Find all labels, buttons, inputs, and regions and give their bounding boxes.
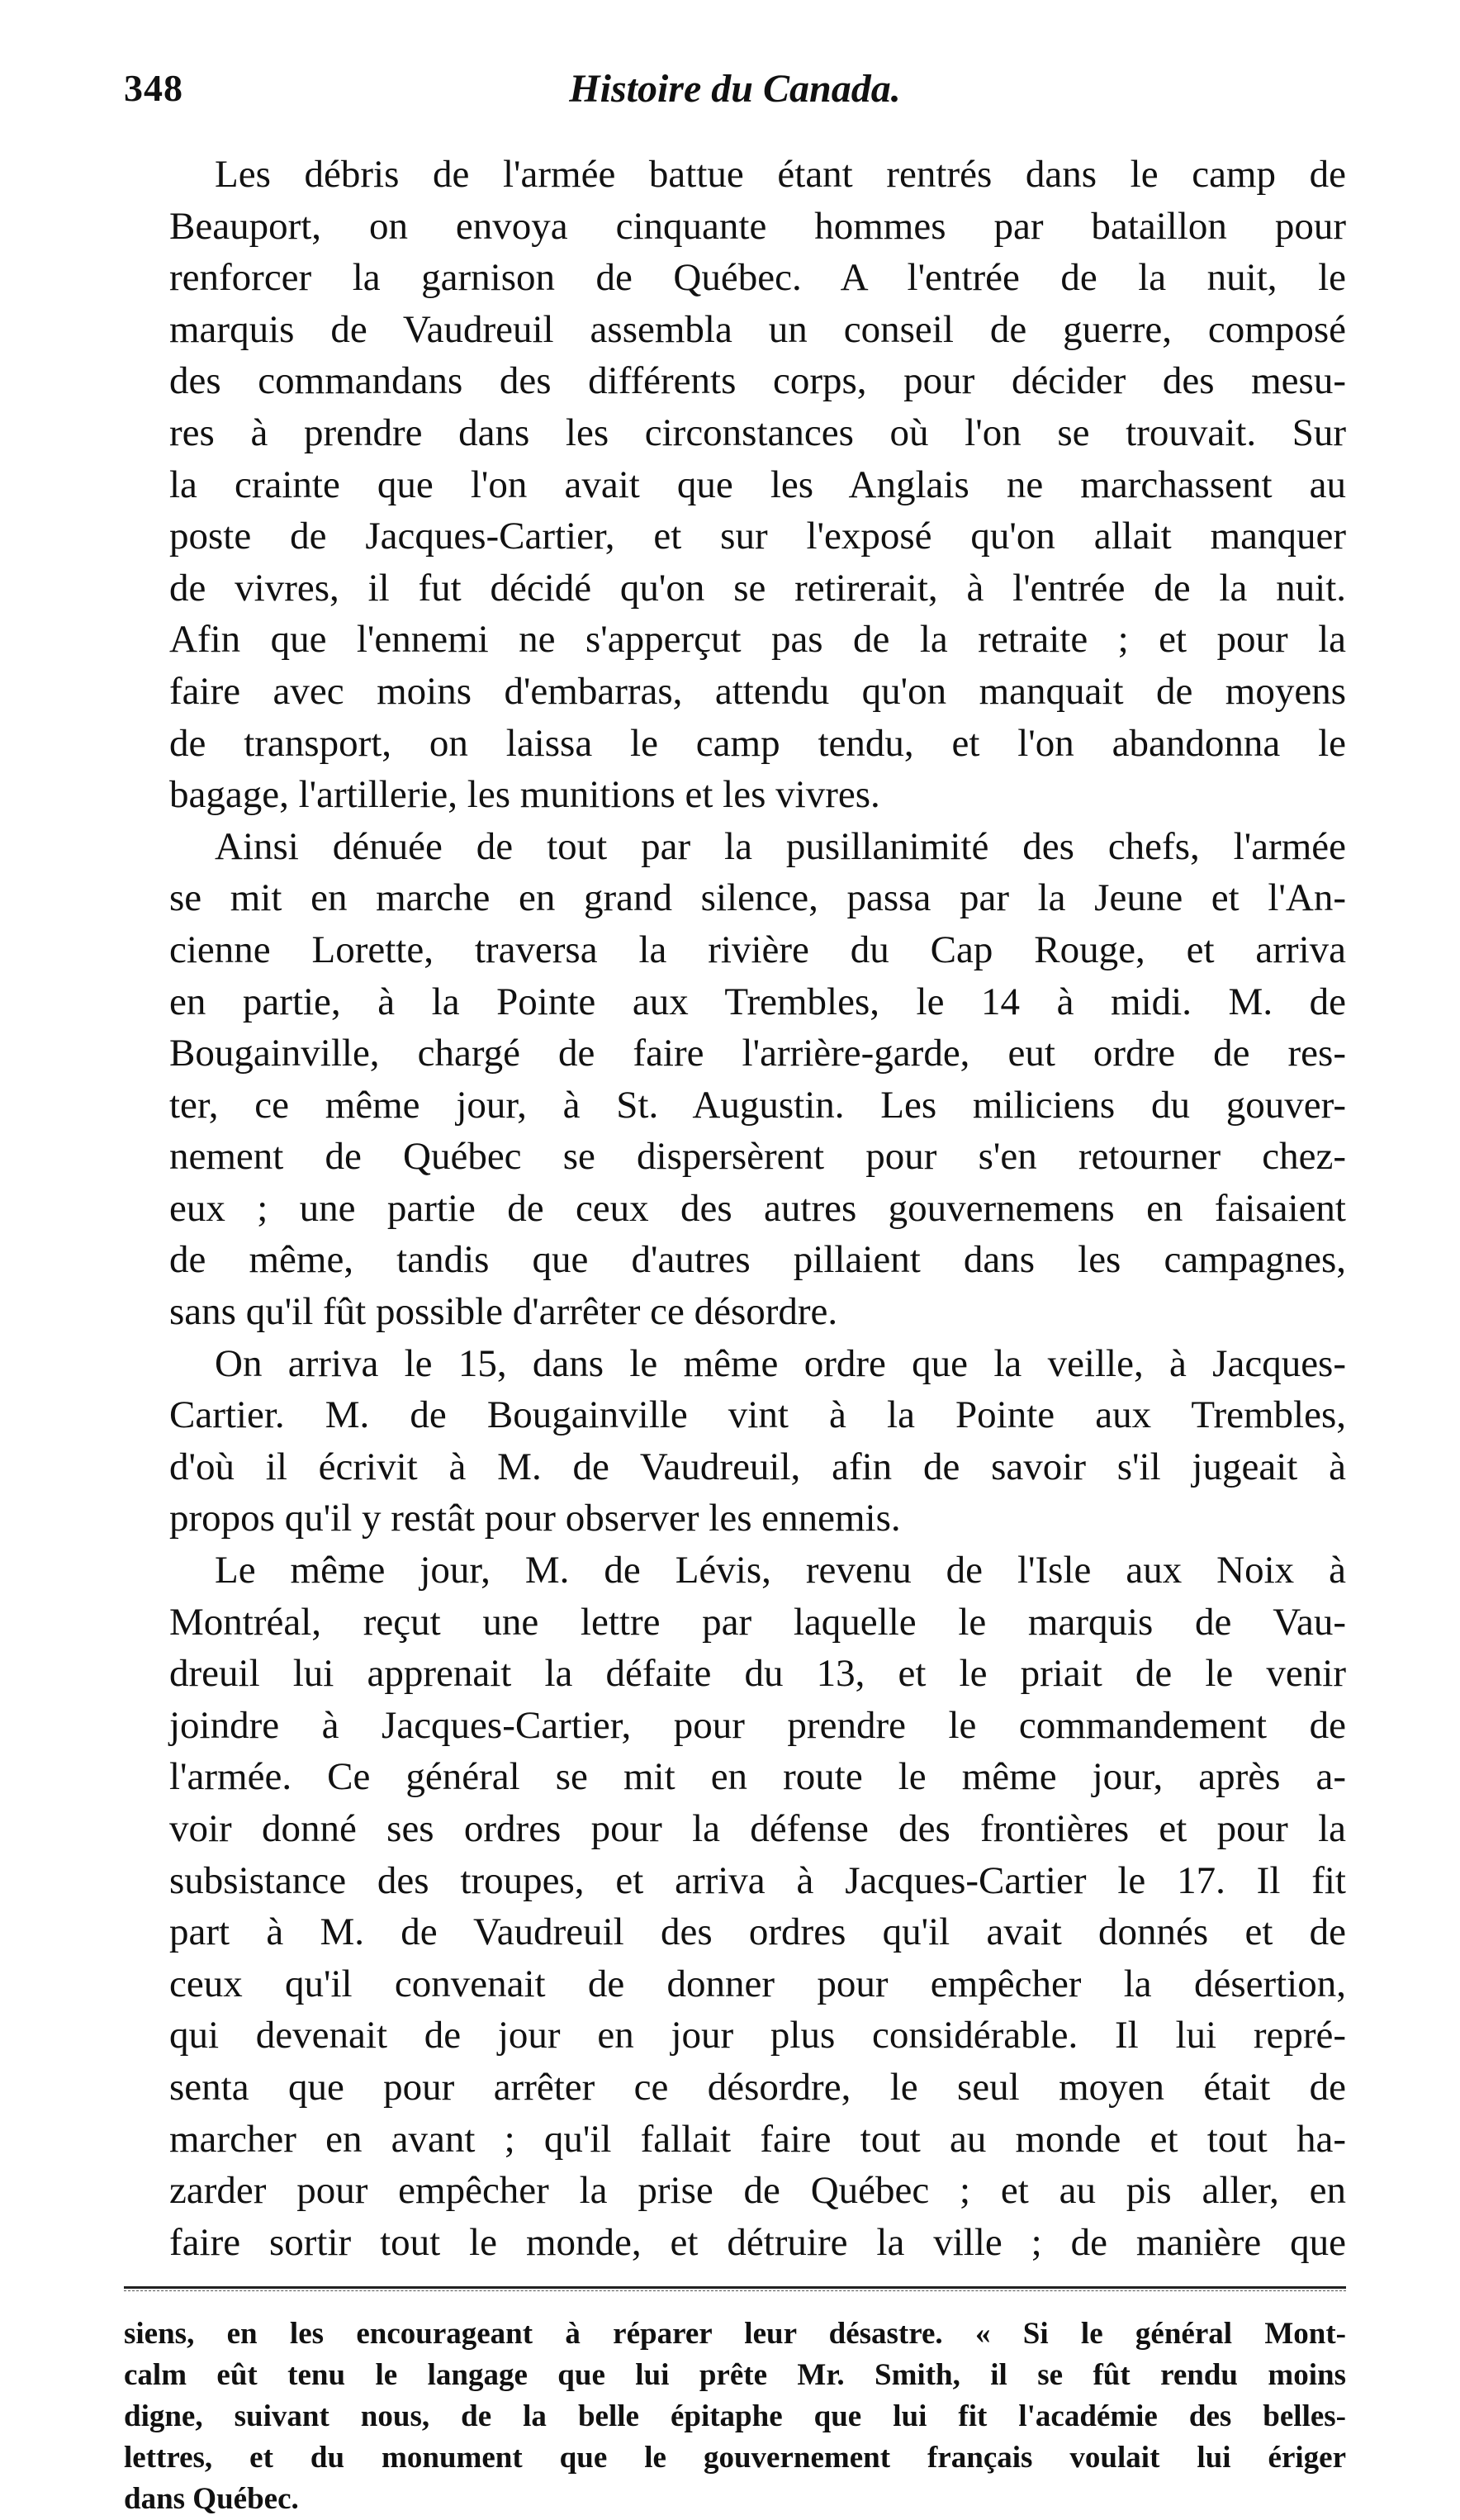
text-line: sans qu'il fût possible d'arrêter ce désordre. (169, 1290, 838, 1334)
paragraph-3 (124, 1338, 1346, 1545)
text-line: faire avec moins d'embarras, attendu qu'on manquait de moyens (169, 669, 1346, 713)
text-line: nement de Québec se dispersèrent pour s'en retourner chez- (169, 1135, 1346, 1179)
text-line: bagage, l'artillerie, les munitions et les vivres. (169, 773, 880, 817)
text-line: dreuil lui apprenait la défaite du 13, et le priait de le venir (169, 1652, 1346, 1696)
text-line: l'armée. Ce général se mit en route le même jour, après a- (169, 1755, 1346, 1799)
text-line: se mit en marche en grand silence, passa par la Jeune et l'An- (169, 876, 1346, 920)
text-line: joindre à Jacques-Cartier, pour prendre le commandement de (169, 1703, 1346, 1747)
text-line: Montréal, reçut une lettre par laquelle le marquis de Vau- (169, 1600, 1346, 1644)
text-line: subsistance des troupes, et arriva à Jacques-Cartier le 17. Il fit (169, 1858, 1346, 1902)
text-line: zarder pour empêcher la prise de Québec ; et au pis aller, en (169, 2169, 1346, 2213)
body-text (124, 149, 1346, 2268)
text-line: marcher en avant ; qu'il fallait faire tout au monde et tout ha- (169, 2117, 1346, 2161)
text-line: propos qu'il y restât pour observer les ennemis. (169, 1497, 901, 1540)
text-line: voir donné ses ordres pour la défense des frontières et pour la (169, 1807, 1346, 1850)
text-line: qui devenait de jour en jour plus considérable. Il lui repré- (169, 2014, 1346, 2057)
text-line: la crainte que l'on avait que les Anglais ne marchassent au (169, 463, 1346, 506)
paragraph-4 (124, 1545, 1346, 2268)
text-line: Cartier. M. de Bougainville vint à la Pointe aux Trembles, (169, 1393, 1346, 1437)
text-line: de vivres, il fut décidé qu'on se retirerait, à l'entrée de la nuit. (169, 566, 1346, 610)
text-line: des commandans des différents corps, pour décider des mesu- (169, 359, 1346, 403)
footnote-line: lettres, et du monument que le gouvernement français voulait lui ériger (124, 2441, 1346, 2475)
text-line: poste de Jacques-Cartier, et sur l'exposé qu'on allait manquer (169, 515, 1346, 558)
text-line: renforcer la garnison de Québec. A l'entrée de la nuit, le (169, 256, 1346, 300)
text-line: eux ; une partie de ceux des autres gouvernemens en faisaient (169, 1186, 1346, 1230)
text-line: Les débris de l'armée battue étant rentrés dans le camp de (215, 153, 1346, 196)
text-line: part à M. de Vaudreuil des ordres qu'il avait donnés et de (169, 1910, 1346, 1954)
text-line: Afin que l'ennemi ne s'apperçut pas de la retraite ; et pour la (169, 618, 1346, 662)
text-line: cienne Lorette, traversa la rivière du Cap Rouge, et arriva (169, 928, 1346, 971)
running-title: Histoire du Canada. (569, 67, 901, 111)
footnote (124, 2314, 1346, 2520)
text-line: de même, tandis que d'autres pillaient dans les campagnes, (169, 1238, 1346, 1282)
text-line: Ainsi dénuée de tout par la pusillanimité des chefs, l'armée (215, 824, 1346, 868)
text-line: ter, ce même jour, à St. Augustin. Les miliciens du gouver- (169, 1083, 1346, 1127)
footnote-line: siens, en les encourageant à réparer leur désastre. « Si le général Mont- (124, 2317, 1346, 2352)
footnote-line: dans Québec. (124, 2482, 299, 2517)
footnote-line: digne, suivant nous, de la belle épitaphe que lui fit l'académie des belles- (124, 2399, 1346, 2434)
paragraph-1 (124, 149, 1346, 821)
text-line: faire sortir tout le monde, et détruire la ville ; de manière que (169, 2220, 1346, 2264)
text-line: de transport, on laissa le camp tendu, et l'on abandonna le (169, 721, 1346, 765)
text-line: en partie, à la Pointe aux Trembles, le 14 à midi. M. de (169, 980, 1346, 1023)
text-line: On arriva le 15, dans le même ordre que la veille, à Jacques- (215, 1341, 1346, 1385)
page-header (124, 66, 1346, 132)
footnote-separator-rule (124, 2286, 1346, 2289)
text-line: Le même jour, M. de Lévis, revenu de l'Isle aux Noix à (215, 1549, 1346, 1592)
page-number: 348 (124, 67, 183, 109)
text-line: Bougainville, chargé de faire l'arrière-garde, eut ordre de res- (169, 1032, 1346, 1075)
text-line: senta que pour arrêter ce désordre, le seul moyen était de (169, 2065, 1346, 2109)
book-page (124, 66, 1346, 2520)
text-line: d'où il écrivit à M. de Vaudreuil, afin de savoir s'il jugeait à (169, 1445, 1346, 1488)
text-line: res à prendre dans les circonstances où l'on se trouvait. Sur (169, 411, 1346, 454)
text-line: Beauport, on envoya cinquante hommes par bataillon pour (169, 204, 1346, 248)
paragraph-2 (124, 821, 1346, 1338)
footnote-line: calm eût tenu le langage que lui prête Mr. Smith, il se fût rendu moins (124, 2358, 1346, 2393)
text-line: ceux qu'il convenait de donner pour empêcher la désertion, (169, 1962, 1346, 2005)
text-line: marquis de Vaudreuil assembla un conseil de guerre, composé (169, 307, 1346, 351)
